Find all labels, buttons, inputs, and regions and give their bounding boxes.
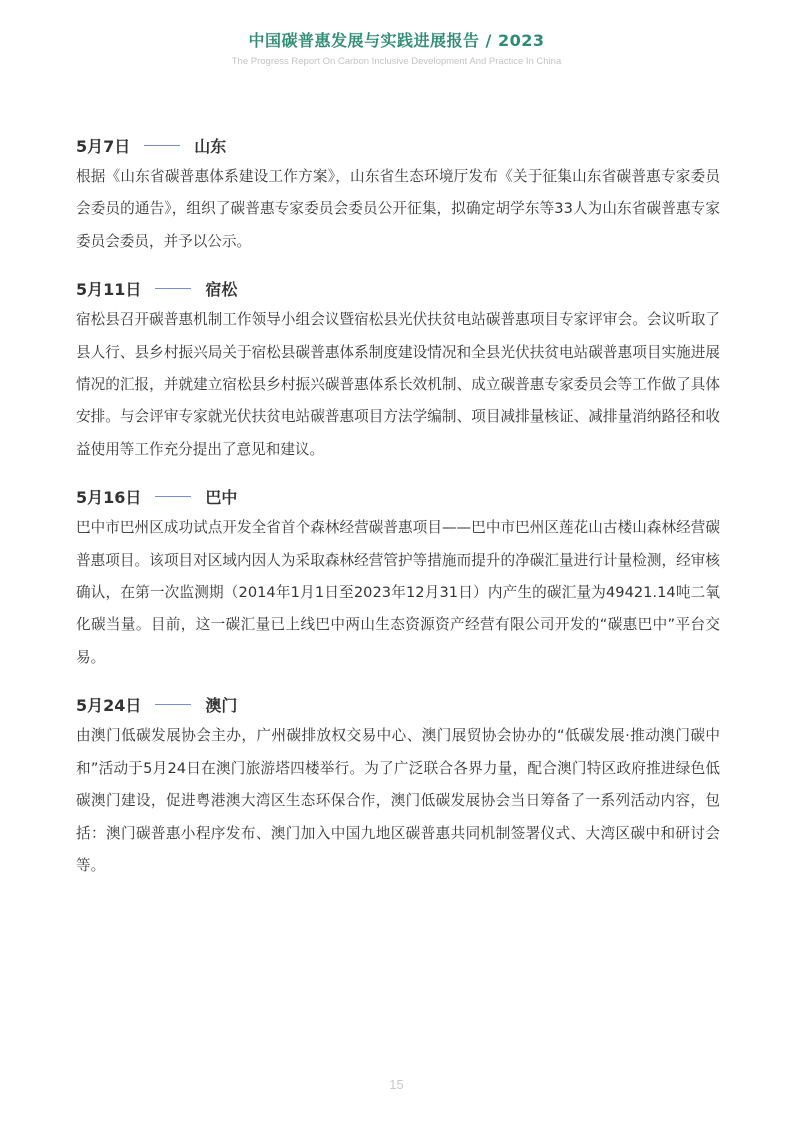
entry-heading: [76, 482, 720, 510]
entry-place: 山东: [194, 136, 227, 156]
entry-susong: [76, 274, 720, 466]
page-header: [0, 30, 793, 68]
entry-date: 5月24日: [76, 695, 142, 715]
heading-divider-line: [155, 704, 191, 705]
heading-divider-line: [144, 145, 180, 146]
entry-body: 根据《山东省碳普惠体系建设工作方案》，山东省生态环境厅发布《关于征集山东省碳普惠专家委员会委员的通告》，组织了碳普惠专家委员会委员公开征集，拟确定胡学东等33人为山东省碳普惠专家委员会委员，并予以公示。: [76, 168, 720, 250]
entry-body: 宿松县召开碳普惠机制工作领导小组会议暨宿松县光伏扶贫电站碳普惠项目专家评审会。会议听取了县人行、县乡村振兴局关于宿松县碳普惠体系制度建设情况和全县光伏扶贫电站碳普惠项目实施进展情况的汇报，并就建立宿松县乡村振兴碳普惠体系长效机制、成立碳普惠专家委员会等工作做了具体安排。与会评审专家就光伏扶贫电站碳普惠项目方法学编制、项目减排量核证、减排量消纳路径和收益使用等工作充分提出了意见和建议。: [76, 311, 720, 458]
entry-place: 澳门: [205, 695, 238, 715]
entry-heading: [76, 690, 720, 718]
report-subtitle: The Progress Report On Carbon Inclusive Development And Practice In China: [231, 56, 562, 67]
entry-heading: [76, 131, 720, 159]
heading-divider-line: [155, 496, 191, 497]
entry-date: 5月16日: [76, 487, 142, 507]
entry-place: 巴中: [205, 487, 238, 507]
entry-body: 巴中市巴州区成功试点开发全省首个森林经营碳普惠项目——巴中市巴州区莲花山古楼山森林经营碳普惠项目。该项目对区域内因人为采取森林经营管护等措施而提升的净碳汇量进行计量检测，经审核确认，在第一次监测期（2014年1月1日至2023年12月31日）内产生的碳汇量为49421.14吨二氧化碳当量。目前，这一碳汇量已上线巴中两山生态资源资产经营有限公司开发的“碳惠巴中”平台交易。: [76, 519, 720, 666]
entry-bazhong: [76, 482, 720, 674]
page-number: 15: [389, 1077, 404, 1092]
entry-place: 宿松: [205, 279, 238, 299]
report-title: 中国碳普惠发展与实践进展报告 / 2023: [248, 31, 545, 50]
chronicle-entries: [76, 131, 720, 898]
entry-macao: [76, 690, 720, 882]
entry-body: 由澳门低碳发展协会主办，广州碳排放权交易中心、澳门展贸协会协办的“低碳发展·推动澳门碳中和”活动于5月24日在澳门旅游塔四楼举行。为了广泛联合各界力量，配合澳门特区政府推进绿色低碳澳门建设，促进粤港澳大湾区生态环保合作，澳门低碳发展协会当日筹备了一系列活动内容，包括：澳门碳普惠小程序发布、澳门加入中国九地区碳普惠共同机制签署仪式、大湾区碳中和研讨会等。: [76, 727, 720, 874]
entry-date: 5月11日: [76, 279, 142, 299]
heading-divider-line: [155, 288, 191, 289]
entry-heading: [76, 274, 720, 302]
entry-shandong: [76, 131, 720, 258]
entry-date: 5月7日: [76, 136, 131, 156]
